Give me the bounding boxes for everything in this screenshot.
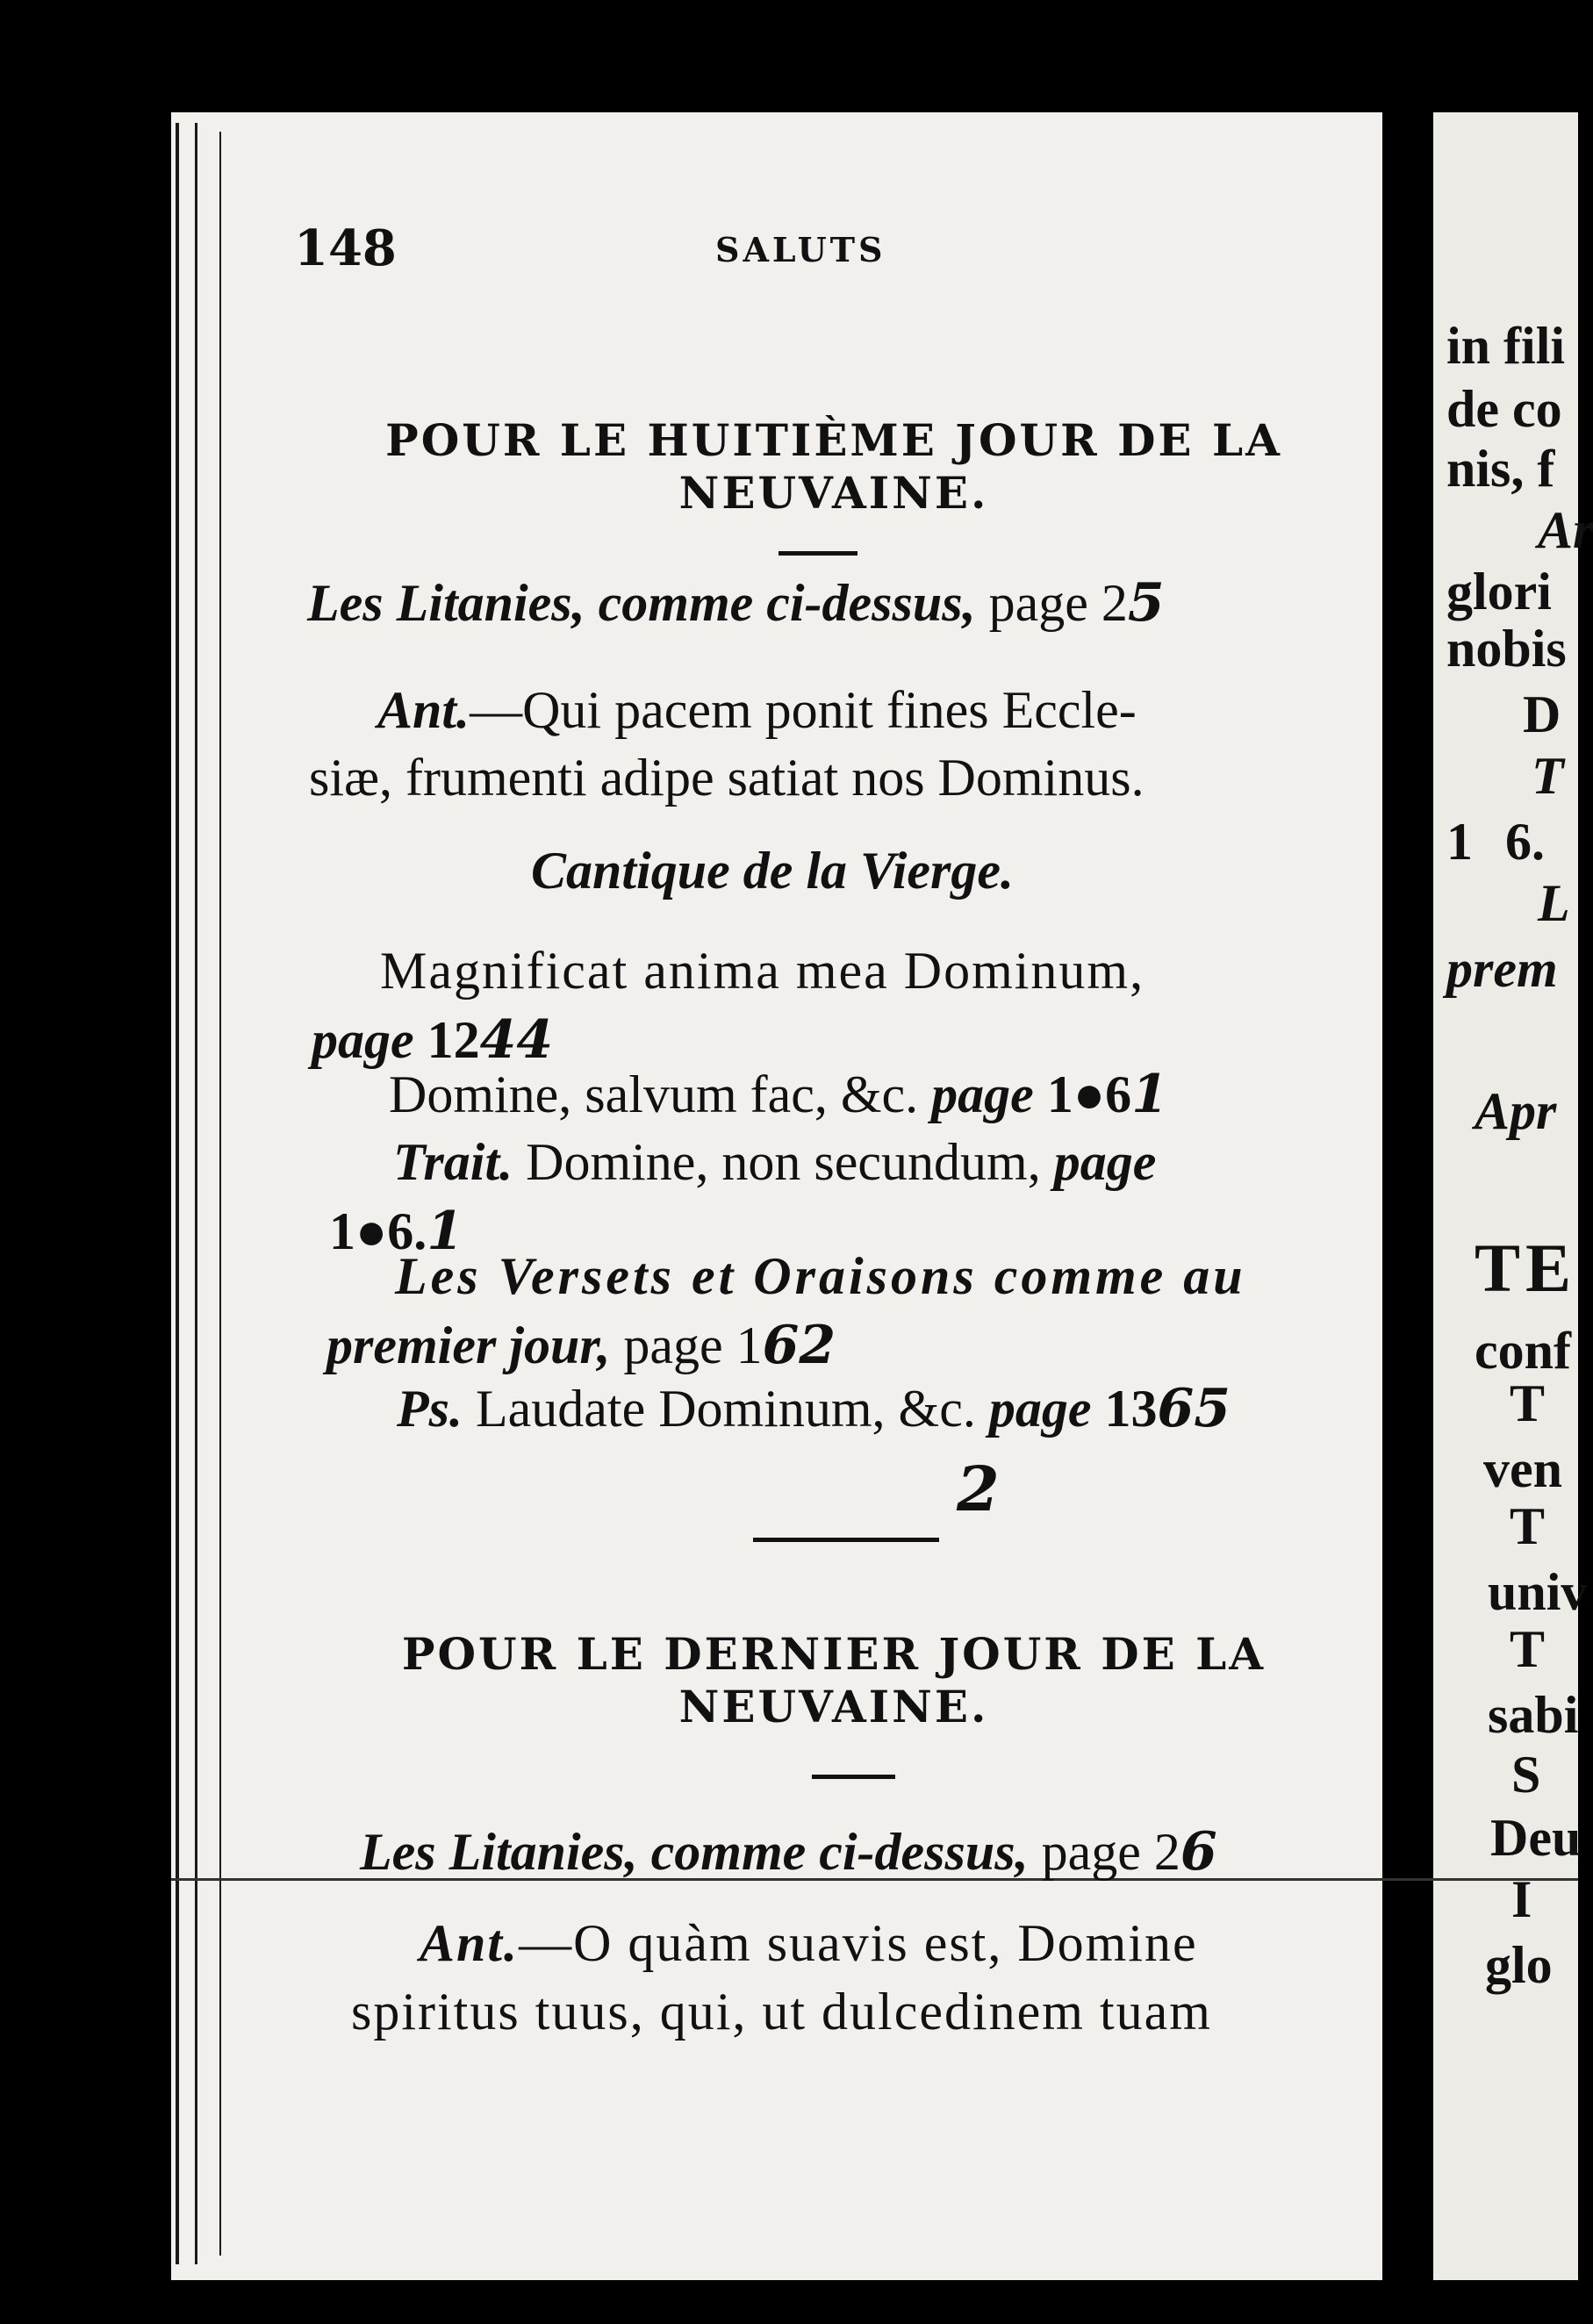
- premier-line: [326, 1315, 836, 1376]
- page-num2: 6: [1105, 1065, 1132, 1123]
- page-num2: 6.: [387, 1202, 427, 1260]
- right-fragment: nobis: [1446, 620, 1567, 678]
- antiphon-line1: [377, 680, 1137, 741]
- right-fragment: glo: [1485, 1936, 1553, 1994]
- handwritten-annotation: 44: [479, 1009, 554, 1071]
- section-heading-line1: POUR LE HUITIÈME JOUR DE LA: [385, 414, 1282, 466]
- handwritten-note: 2: [957, 1452, 1000, 1525]
- right-fragment: conf: [1475, 1322, 1571, 1380]
- right-fragment: Deu: [1490, 1809, 1582, 1867]
- handwritten-annotation: 6: [1180, 1821, 1217, 1883]
- premier-italic: premier jour,: [326, 1316, 611, 1374]
- right-fragment: S: [1511, 1746, 1541, 1804]
- right-fragment: T: [1510, 1620, 1546, 1678]
- page-gutter: [1382, 97, 1433, 2324]
- right-fragment: D: [1523, 685, 1561, 743]
- right-fragment: sabi: [1488, 1686, 1579, 1744]
- right-fragment: T: [1510, 1497, 1546, 1555]
- trait-text: Domine, non secundum,: [526, 1133, 1041, 1191]
- litanies-italic: Les Litanies, comme ci-dessus,: [307, 574, 976, 632]
- page-num: 13: [1104, 1380, 1158, 1438]
- right-fragment: glori: [1446, 563, 1552, 620]
- magnificat-line: Magnificat anima mea Dominum,: [380, 942, 1145, 1000]
- right-fragment: L: [1538, 874, 1570, 932]
- magnificat-page-line: [312, 1009, 553, 1071]
- handwritten-annotation: 5: [1127, 572, 1165, 634]
- handwritten-annotation: 1: [427, 1201, 463, 1262]
- page-word: page: [988, 1380, 1092, 1438]
- premier-page: page 1: [623, 1316, 763, 1374]
- right-fragment: univ: [1488, 1563, 1588, 1621]
- page-num: 12: [427, 1011, 480, 1069]
- cantique-title: Cantique de la Vierge.: [531, 842, 1015, 900]
- handwritten-annotation: 62: [762, 1315, 836, 1376]
- trait-line: [393, 1132, 1156, 1193]
- section-heading-line2: NEUVAINE.: [678, 1681, 989, 1732]
- handwritten-annotation: 1: [1131, 1064, 1168, 1125]
- antiphon-line2: siæ, frumenti adipe satiat nos Dominus.: [309, 749, 1145, 807]
- domine-text: Domine, salvum fac, &c.: [389, 1065, 919, 1123]
- ant-text1: —O quàm suavis est, Domine: [519, 1914, 1198, 1972]
- page-word: page: [312, 1011, 414, 1069]
- right-fragment: de co: [1446, 380, 1562, 438]
- handwritten-mark: ●: [355, 1202, 388, 1260]
- litanies-line: [360, 1821, 1217, 1883]
- right-fragment: ven: [1483, 1440, 1562, 1498]
- page-num: 1: [1046, 1065, 1073, 1123]
- section-heading-line1: POUR LE DERNIER JOUR DE LA: [401, 1628, 1267, 1680]
- section-divider: [753, 1538, 939, 1542]
- running-head: SALUTS: [715, 230, 886, 269]
- right-fragment: in fili: [1446, 317, 1566, 375]
- page-word: page: [1053, 1133, 1157, 1191]
- scan-border-line: [176, 123, 179, 2264]
- page-word: page: [931, 1065, 1034, 1123]
- right-fragment: 1: [1446, 813, 1473, 871]
- section-rule: [812, 1775, 895, 1779]
- domine-line: [389, 1064, 1168, 1125]
- section-rule: [779, 551, 857, 556]
- antiphon-line1: [420, 1913, 1198, 1974]
- right-fragment: nis, f: [1446, 440, 1555, 498]
- page-number: 148: [294, 219, 397, 277]
- handwritten-annotation: 65: [1157, 1378, 1231, 1439]
- right-fragment: I: [1511, 1870, 1532, 1928]
- litanies-page: page 2: [1028, 1823, 1180, 1881]
- page-num: 1: [329, 1202, 355, 1260]
- ant-label: Ant.: [377, 681, 470, 739]
- right-fragment: prem: [1446, 940, 1558, 998]
- ps-text: Laudate Dominum, &c.: [476, 1380, 976, 1438]
- section-heading-line2: NEUVAINE.: [678, 467, 989, 519]
- right-fragment: T: [1532, 747, 1564, 805]
- right-fragment: T: [1510, 1374, 1546, 1432]
- litanies-line: [307, 572, 1165, 634]
- scan-border-line: [219, 132, 221, 2256]
- antiphon-line2: spiritus tuus, qui, ut dulcedinem tuam: [351, 1983, 1212, 2041]
- litanies-page: page 2: [975, 574, 1128, 632]
- ps-line: [397, 1378, 1231, 1439]
- ant-label: Ant.: [420, 1914, 520, 1972]
- ps-label: Ps.: [397, 1380, 463, 1438]
- handwritten-mark: ●: [1073, 1065, 1106, 1123]
- right-fragment: Ar: [1538, 501, 1593, 559]
- versets-line: Les Versets et Oraisons comme au: [395, 1247, 1246, 1305]
- trait-label: Trait.: [393, 1133, 513, 1191]
- right-fragment: TE: [1475, 1230, 1577, 1306]
- right-fragment: 6.: [1505, 813, 1545, 871]
- scan-border-line: [195, 123, 197, 2264]
- right-fragment: Apr: [1475, 1082, 1557, 1140]
- ant-text1: —Qui pacem ponit fines Eccle-: [470, 681, 1137, 739]
- litanies-italic: Les Litanies, comme ci-dessus,: [360, 1823, 1029, 1881]
